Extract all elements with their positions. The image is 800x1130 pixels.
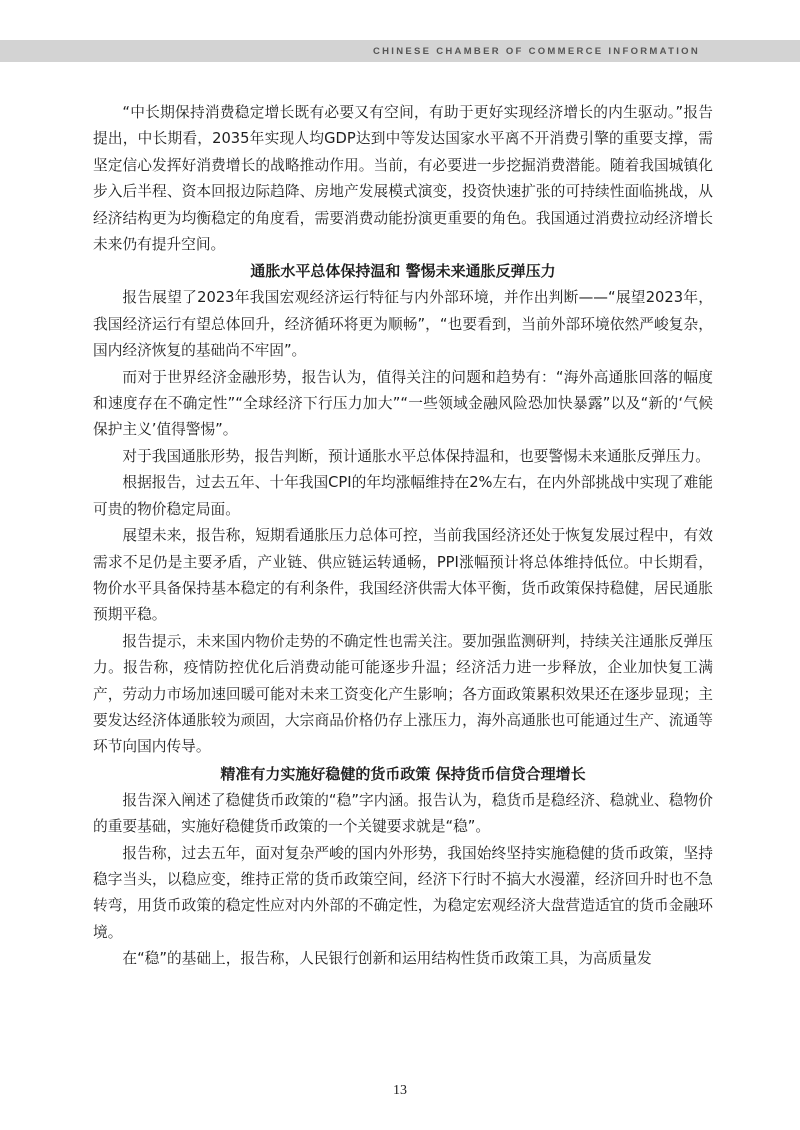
paragraph: 报告称，过去五年，面对复杂严峻的国内外形势，我国始终坚持实施稳健的货币政策，坚持稳字当头，以稳应变，维持正常的货币政策空间，经济下行时不搞大水漫灌，经济回升时也不急转弯，用货币政策的稳定性应对内外部的不确定性，为稳定宏观经济大盘营造适宜的货币金融环境。 [93, 844, 713, 941]
paragraph: 展望未来，报告称，短期看通胀压力总体可控，当前我国经济还处于恢复发展过程中，有效需求不足仍是主要矛盾，产业链、供应链运转通畅，PPI涨幅预计将总体维持低位。中长期看，物价水平具备保持基本稳定的有利条件，我国经济供需大体平衡，货币政策保持稳健，居民通胀预期平稳。 [93, 527, 713, 624]
article-body [93, 100, 713, 973]
section-heading: 通胀水平总体保持温和 警惕未来通胀反弹压力 [250, 262, 556, 281]
paragraph: 根据报告，过去五年、十年我国CPI的年均涨幅维持在2%左右，在内外部挑战中实现了难能可贵的物价稳定局面。 [93, 474, 713, 518]
header-title: CHINESE CHAMBER OF COMMERCE INFORMATION [372, 46, 700, 57]
paragraph: “中长期保持消费稳定增长既有必要又有空间，有助于更好实现经济增长的内生驱动。”报告提出，中长期看，2035年实现人均GDP达到中等发达国家水平离不开消费引擎的重要支撑，需坚定信心发挥好消费增长的战略推动作用。当前，有必要进一步挖掘消费潜能。随着我国城镇化步入后半程、资本回报边际趋降、房地产发展模式演变，投资快速扩张的可持续性面临挑战，从经济结构更为均衡稳定的角度看，需要消费动能扮演更重要的角色。我国通过消费拉动经济增长未来仍有提升空间。 [93, 104, 713, 254]
paragraph: 报告提示，未来国内物价走势的不确定性也需关注。要加强监测研判，持续关注通胀反弹压力。报告称，疫情防控优化后消费动能可能逐步升温；经济活力进一步释放，企业加快复工满产，劳动力市场加速回暖可能对未来工资变化产生影响；各方面政策累积效果还在逐步显现；主要发达经济体通胀较为顽固，大宗商品价格仍存上涨压力，海外高通胀也可能通过生产、流通等环节向国内传导。 [93, 632, 713, 756]
header-bar [0, 40, 800, 62]
paragraph: 而对于世界经济金融形势，报告认为，值得关注的问题和趋势有：“海外高通胀回落的幅度和速度存在不确定性”“全球经济下行压力加大”“一些领域金融风险恐加快暴露”以及“新的‘气候保护主义’值得警惕”。 [93, 368, 713, 439]
page-number: 13 [393, 1083, 407, 1098]
paragraph: 报告深入阐述了稳健货币政策的“稳”字内涵。报告认为，稳货币是稳经济、稳就业、稳物价的重要基础，实施好稳健货币政策的一个关键要求就是“稳”。 [93, 791, 713, 836]
paragraph: 在“稳”的基础上，报告称，人民银行创新和运用结构性货币政策工具，为高质量发 [122, 950, 652, 968]
paragraph: 报告展望了2023年我国宏观经济运行特征与内外部环境，并作出判断——“展望2023年，我国经济运行有望总体回升，经济循环将更为顺畅”，“也要看到，当前外部环境依然严峻复杂，国内经济恢复的基础尚不牢固”。 [93, 289, 713, 360]
section-heading: 精准有力实施好稳健的货币政策 保持货币信贷合理增长 [220, 764, 586, 783]
paragraph: 对于我国通胀形势，报告判断，预计通胀水平总体保持温和，也要警惕未来通胀反弹压力。 [122, 447, 710, 465]
